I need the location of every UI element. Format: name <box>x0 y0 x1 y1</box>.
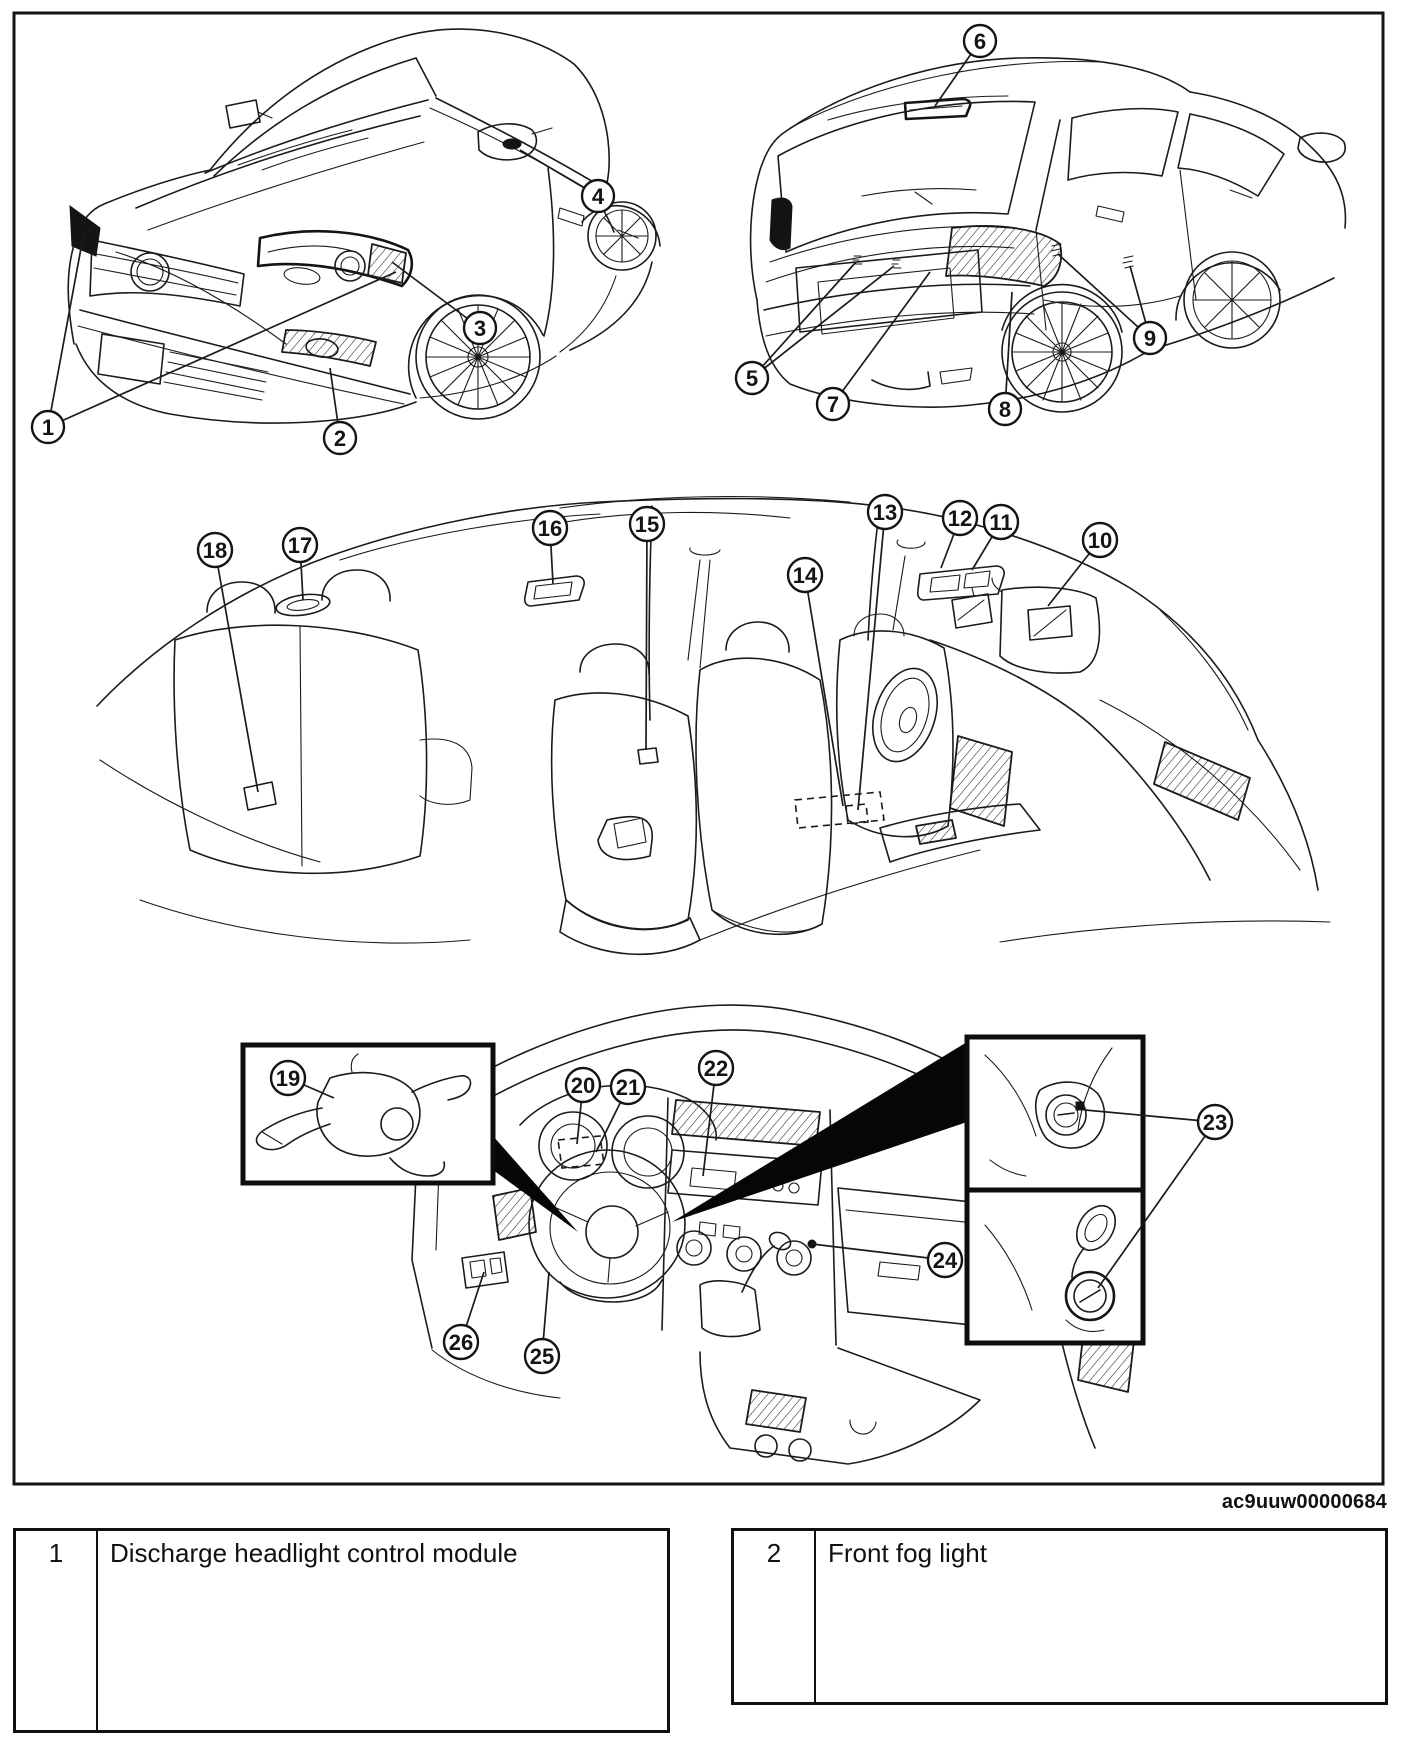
rear-exterior-illustration <box>751 58 1346 412</box>
callout-24-label: 24 <box>932 1248 958 1273</box>
overhead-console <box>918 566 1004 600</box>
callout-13 <box>868 495 902 529</box>
callout-16-label: 16 <box>537 516 563 541</box>
legend-1-number: 1 <box>16 1531 98 1730</box>
floor-console <box>700 1348 980 1464</box>
callout-3 <box>464 312 496 344</box>
door-mirror-turn-signal <box>478 124 552 160</box>
callout-25-label: 25 <box>529 1344 555 1369</box>
callout-21-label: 21 <box>615 1075 641 1100</box>
dashboard-illustration <box>243 1005 1143 1464</box>
callout-18-label: 18 <box>202 538 228 563</box>
callout-23 <box>1198 1105 1232 1139</box>
door-mirror-far <box>226 100 272 128</box>
front-seats <box>837 614 953 837</box>
legend-table-2 <box>731 1528 1388 1705</box>
callout-12 <box>943 501 977 535</box>
callout-18 <box>198 533 232 567</box>
callout-10-label: 10 <box>1087 528 1113 553</box>
callout-9 <box>1134 322 1166 354</box>
rear-combination-light-left <box>770 198 792 250</box>
callout-26 <box>444 1325 478 1359</box>
rearview-mirror <box>952 588 992 628</box>
callout-14-label: 14 <box>792 563 818 588</box>
floor-lines <box>100 760 1330 943</box>
callout-3-label: 3 <box>473 316 487 341</box>
ignition-switch-inset <box>967 1037 1143 1343</box>
center-stack <box>662 1098 836 1345</box>
callout-24 <box>928 1243 962 1277</box>
callout-12-label: 12 <box>947 506 973 531</box>
callout-17-label: 17 <box>287 533 313 558</box>
legend-2-number: 2 <box>734 1531 816 1702</box>
callout-4 <box>582 180 614 212</box>
third-row-seat <box>174 570 472 873</box>
callout-10 <box>1083 523 1117 557</box>
callout-11 <box>984 505 1018 539</box>
callout-20-label: 20 <box>570 1073 596 1098</box>
callout-6-label: 6 <box>973 29 987 54</box>
callout-13-label: 13 <box>872 500 898 525</box>
callout-23-label: 23 <box>1202 1110 1228 1135</box>
callout-21 <box>611 1070 645 1104</box>
legend-table-1 <box>13 1528 670 1733</box>
callout-19-label: 19 <box>275 1066 301 1091</box>
callout-7-label: 7 <box>826 392 840 417</box>
dashboard-interior <box>930 640 1318 890</box>
front-fog-light <box>282 330 376 366</box>
callout-22 <box>699 1051 733 1085</box>
callout-25 <box>525 1339 559 1373</box>
headlight-right <box>258 231 412 286</box>
callout-1 <box>32 411 64 443</box>
steering-wheel-interior <box>862 660 949 770</box>
callout-15-label: 15 <box>634 512 660 537</box>
callout-5-label: 5 <box>745 366 759 391</box>
callout-15 <box>630 507 664 541</box>
callout-1-label: 1 <box>41 415 55 440</box>
rear-wheel-rear-view <box>1002 292 1122 412</box>
callout-22-label: 22 <box>703 1056 729 1081</box>
front-wheel-rear-view <box>1184 252 1280 348</box>
cargo-trim-lamp <box>244 782 276 810</box>
callout-5 <box>736 362 768 394</box>
front-exterior-illustration <box>68 29 660 423</box>
figure-id-code: ac9uuw00000684 <box>1221 1491 1387 1513</box>
rear-combination-light-right <box>946 226 1061 286</box>
legend-2-label: Front fog light <box>828 1538 987 1568</box>
callout-7 <box>817 388 849 420</box>
sun-visor <box>992 578 1099 673</box>
front-grille <box>90 240 244 306</box>
interior-illustration <box>97 497 1330 955</box>
callout-19 <box>271 1061 305 1095</box>
callout-20 <box>566 1068 600 1102</box>
callout-17 <box>283 528 317 562</box>
callout-9-label: 9 <box>1143 326 1157 351</box>
callout-6 <box>964 25 996 57</box>
callout-2 <box>324 422 356 454</box>
second-row-seats <box>552 622 832 954</box>
callout-4-label: 4 <box>591 184 605 209</box>
callout-14 <box>788 558 822 592</box>
callout-8 <box>989 393 1021 425</box>
callout-2-label: 2 <box>333 426 347 451</box>
legend-1-label: Discharge headlight control module <box>110 1538 518 1568</box>
headlight-left <box>70 206 100 256</box>
callout-16 <box>533 511 567 545</box>
callout-8-label: 8 <box>998 397 1012 422</box>
door-switch-marks <box>1051 244 1133 268</box>
shifter <box>700 1229 793 1336</box>
callout-26-label: 26 <box>448 1330 474 1355</box>
callout-11-label: 11 <box>989 510 1013 535</box>
overhead-lamp-rear <box>525 576 584 606</box>
